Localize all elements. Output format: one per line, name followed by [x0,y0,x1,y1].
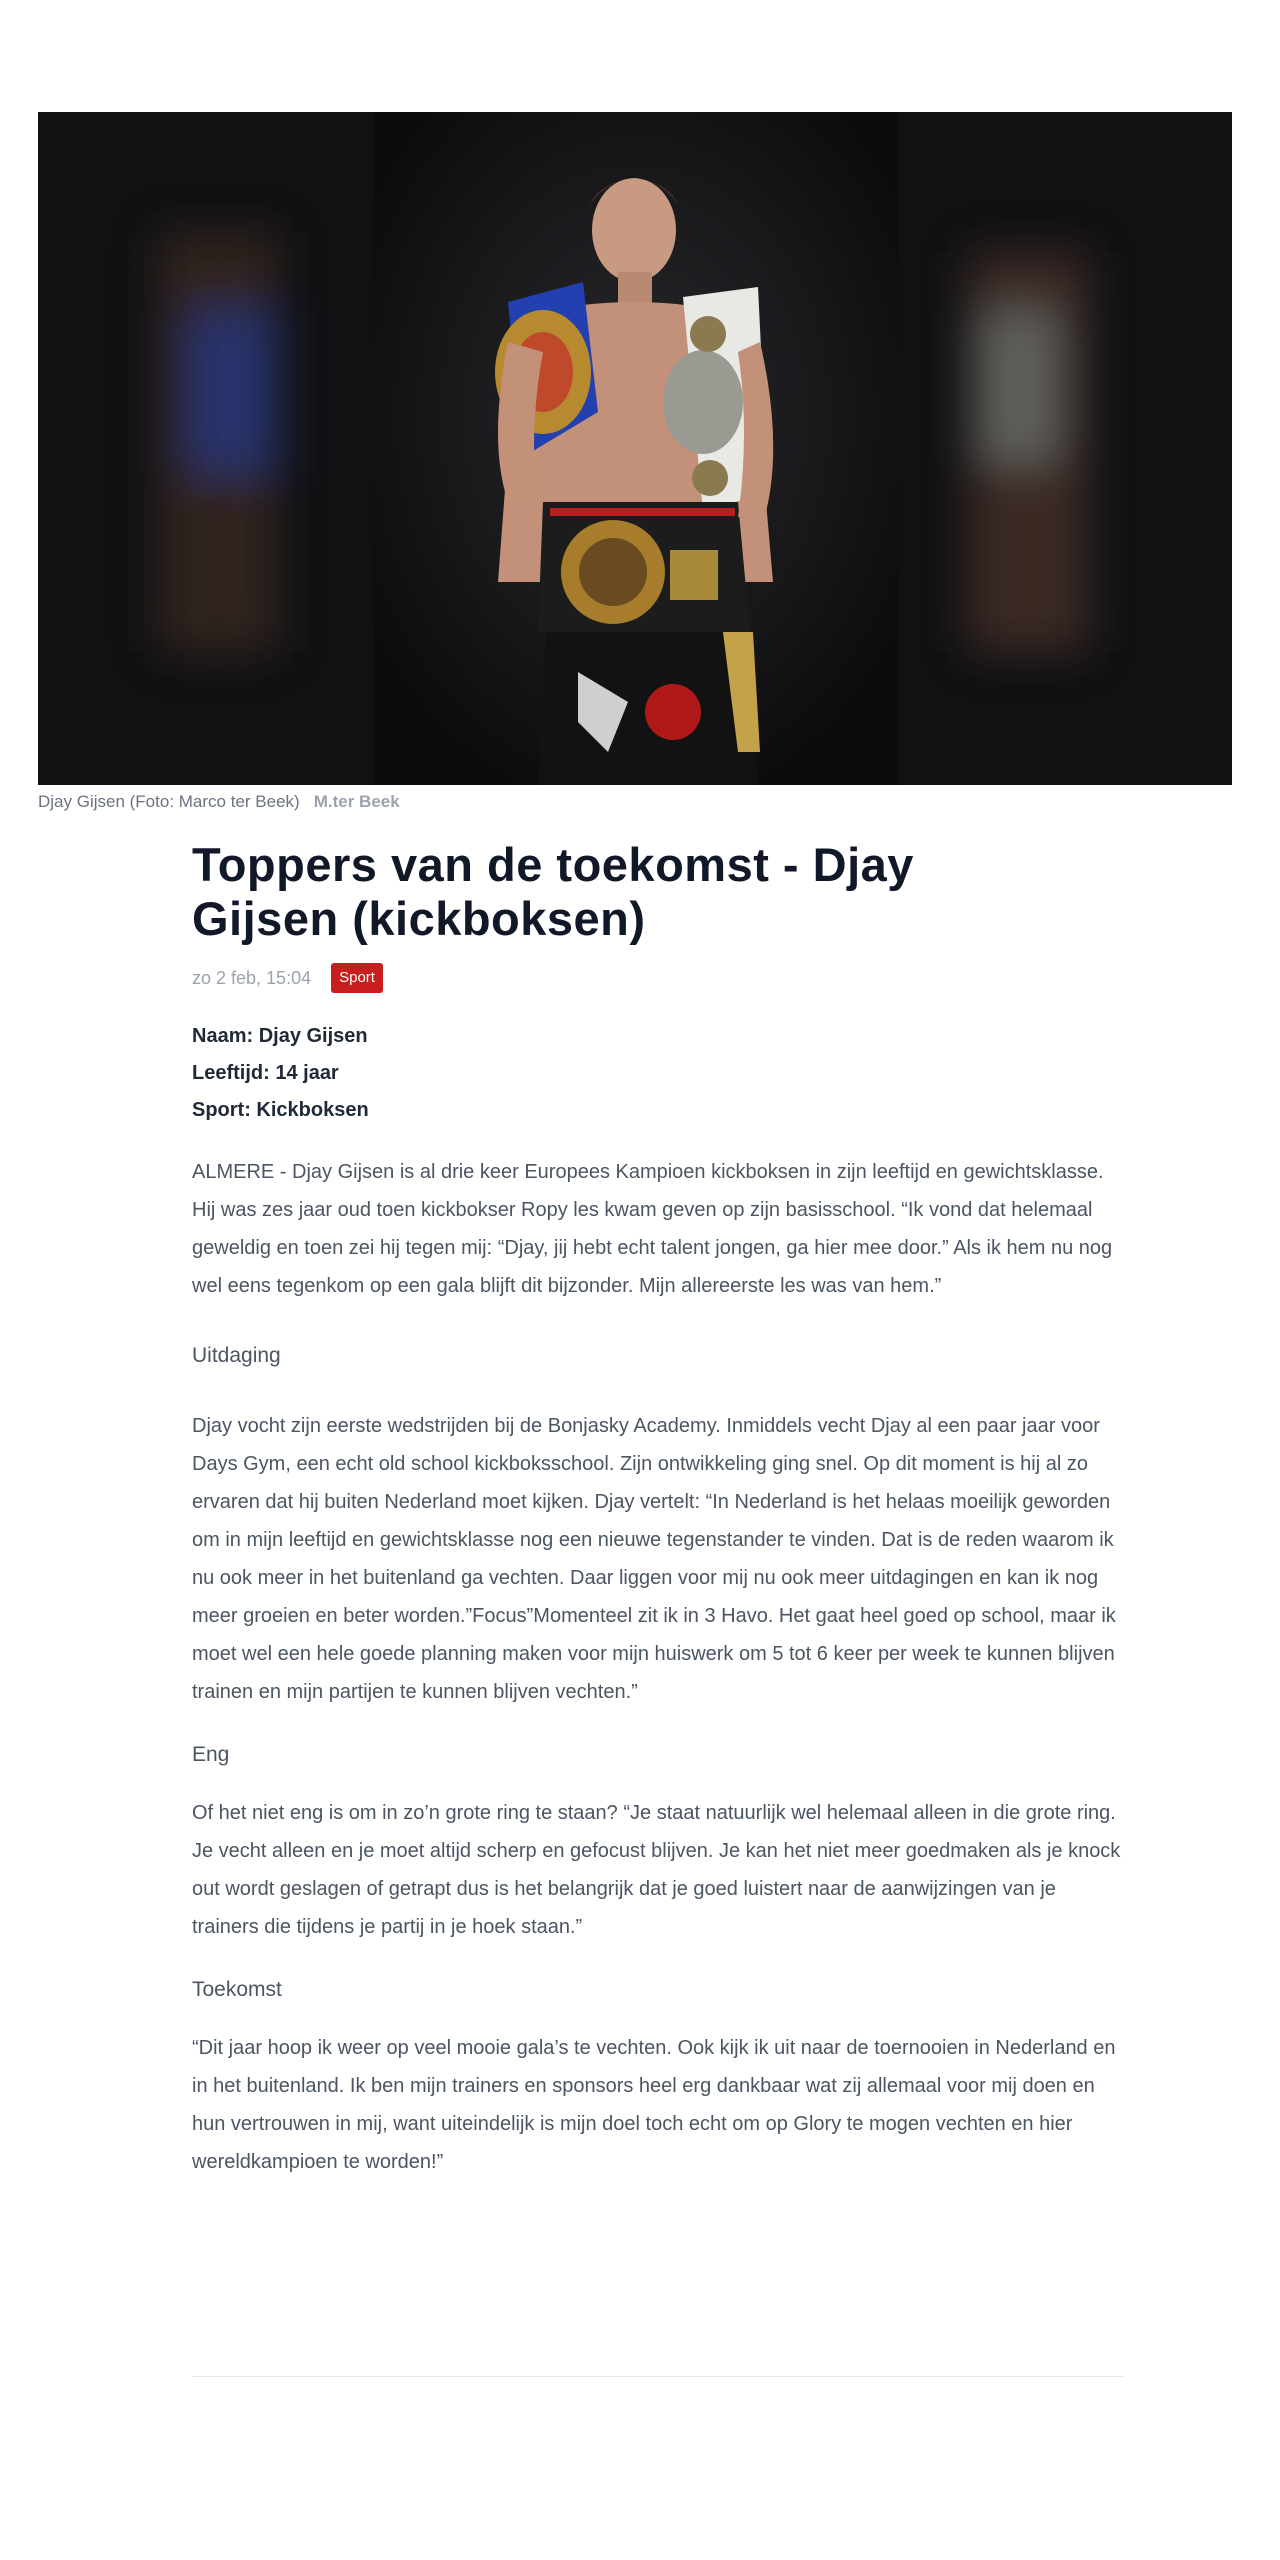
article [192,838,1124,2210]
image-caption [38,792,400,812]
paragraph-eng: Of het niet eng is om in zo’n grote ring te staan? “Je staat natuurlijk wel helemaal alleen in die grote ring. Je vecht alleen en je moet altijd scherp en gefocust blijven. Je kan het niet meer goedmaken als je knock out wordt geslagen of getrapt dus is het belangrijk dat je goed luistert naar de aanwijzingen van je trainers die tijdens je partij in je hoek staan.” [192,1802,1121,1938]
article-divider [192,2376,1124,2377]
subheading-toekomst: Toekomst [192,1978,282,2001]
caption-text: Djay Gijsen (Foto: Marco ter Beek) [38,792,300,811]
publish-date: zo 2 feb, 15:04 [192,967,312,988]
hero-image [38,112,1232,785]
intro-paragraph: ALMERE - Djay Gijsen is al drie keer Europees Kampioen kickboksen in zijn leeftijd en gewichtsklasse. Hij was zes jaar oud toen kickbokser Ropy les kwam geven op zijn basisschool. “Ik vond dat helemaal geweldig en toen zei hij tegen mij: “Djay, jij hebt echt talent jongen, ga hier mee door.” Als ik hem nu nog wel eens tegenkom op een gala blijft dit bijzonder. Mijn allereerste les was van hem.” [192,1161,1113,1297]
article-body [192,1153,1124,2181]
article-title: Toppers van de toekomst - Djay Gijsen (kickboksen) [192,838,914,945]
fact-list [192,1018,1124,1129]
subheading-uitdaging: Uitdaging [192,1344,281,1367]
photo-credit: M.ter Beek [313,792,400,811]
fact-age: Leeftijd: 14 jaar [192,1062,339,1084]
article-meta [192,962,1124,994]
category-badge[interactable]: Sport [331,963,383,993]
fact-sport: Sport: Kickboksen [192,1099,369,1121]
fact-name: Naam: Djay Gijsen [192,1025,368,1047]
hero-photo [38,112,1232,785]
subheading-eng: Eng [192,1743,230,1766]
paragraph-uitdaging: Djay vocht zijn eerste wedstrijden bij de Bonjasky Academy. Inmiddels vecht Djay al een paar jaar voor Days Gym, een echt old school kickboksschool. Zijn ontwikkeling ging snel. Op dit moment is hij al zo ervaren dat hij buiten Nederland moet kijken. Djay vertelt: “In Nederland is het helaas moeilijk geworden om in mijn leeftijd en gewichtsklasse nog een nieuwe tegenstander te vinden. Dat is de reden waarom ik nu ook meer in het buitenland ga vechten. Daar liggen voor mij nu ook meer uitdagingen en kan ik nog meer groeien en beter worden.”Focus”Momenteel zit ik in 3 Havo. Het gaat heel goed op school, maar ik moet wel een hele goede planning maken voor mijn huiswerk om 5 tot 6 keer per week te kunnen blijven trainen en mijn partijen te kunnen blijven vechten.” [192,1415,1116,1703]
paragraph-toekomst: “Dit jaar hoop ik weer op veel mooie gala’s te vechten. Ook kijk ik uit naar de toernooien in Nederland en in het buitenland. Ik ben mijn trainers en sponsors heel erg dankbaar wat zij allemaal voor mij doen en hun vertrouwen in mij, want uiteindelijk is mijn doel toch echt om op Glory te mogen vechten en hier wereldkampioen te worden!” [192,2037,1116,2173]
